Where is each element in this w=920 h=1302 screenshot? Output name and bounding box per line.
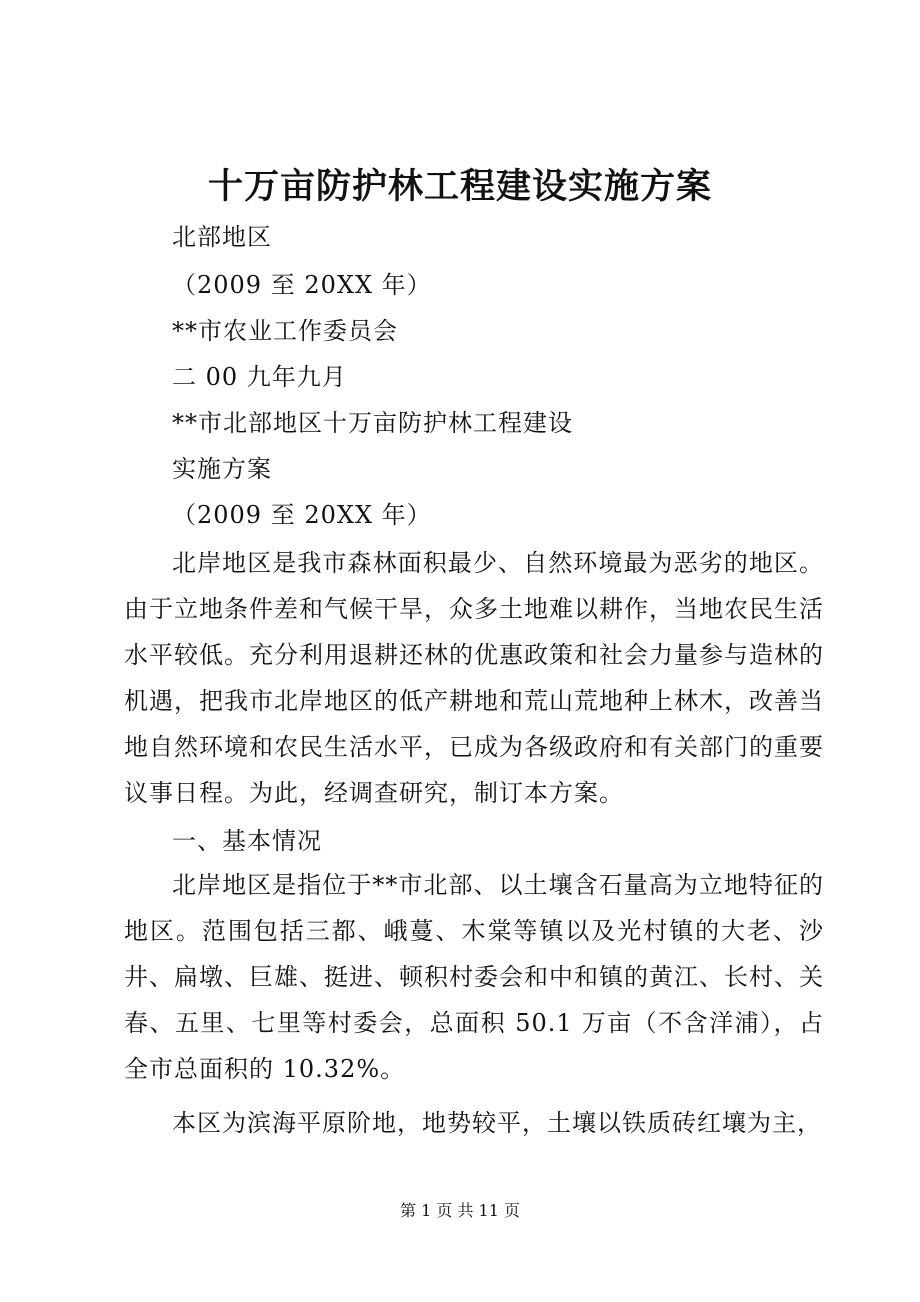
section-heading: 一、基本情况 (172, 827, 322, 855)
cover-line-subtitle-cont: 实施方案 (172, 455, 272, 483)
cover-line-period: （2009 至 20XX 年） (172, 271, 432, 299)
page-footer: 第 1 页 共 11 页 (400, 1201, 520, 1220)
cover-line-subtitle: **市北部地区十万亩防护林工程建设 (172, 409, 573, 437)
cover-line-region: 北部地区 (172, 223, 272, 251)
section-paragraph-1: 北岸地区是指位于**市北部、以土壤含石量高为立地特征的地区。范围包括三都、峨蔓、木棠等镇以及光村镇的大老、沙井、扁墩、巨雄、挺进、顿积村委会和中和镇的黄江、长村、关春、五里、七里等村委会，总面积 50.1 万亩（不含洋浦），占全市总面积的 10.32%。 (124, 871, 824, 1083)
intro-paragraph: 北岸地区是我市森林面积最少、自然环境最为恶劣的地区。由于立地条件差和气候干旱，众多土地难以耕作，当地农民生活水平较低。充分利用退耕还林的优惠政策和社会力量参与造林的机遇，把我市北岸地区的低产耕地和荒山荒地种上林木，改善当地自然环境和农民生活水平，已成为各级政府和有关部门的重要议事日程。为此，经调查研究，制订本方案。 (124, 549, 824, 807)
cover-line-issuer: **市农业工作委员会 (172, 317, 398, 345)
cover-line-period-repeat: （2009 至 20XX 年） (172, 501, 432, 529)
cover-line-date: 二 00 九年九月 (172, 363, 347, 391)
document-title: 十万亩防护林工程建设实施方案 (207, 166, 712, 207)
section-paragraph-2: 本区为滨海平原阶地，地势较平，土壤以铁质砖红壤为主， (172, 1109, 822, 1137)
